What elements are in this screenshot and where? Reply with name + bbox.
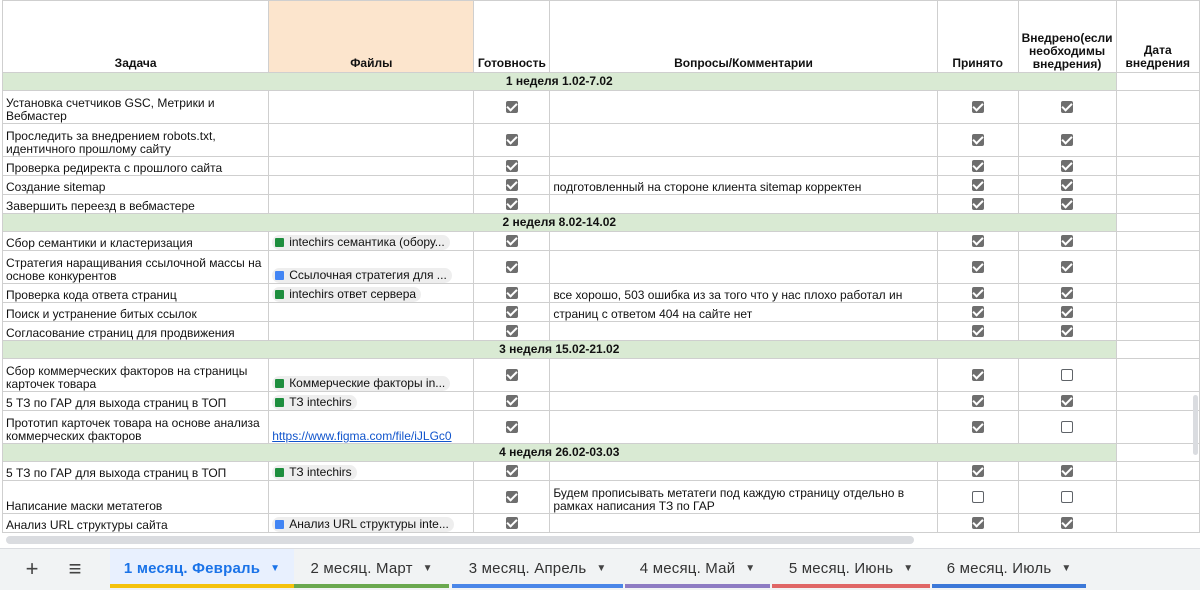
comment-cell[interactable] xyxy=(550,195,937,214)
implemented-cell[interactable] xyxy=(1018,251,1116,284)
week-header-row xyxy=(3,444,1200,462)
task-cell[interactable]: Установка счетчиков GSC, Метрики и Вебмастер xyxy=(3,91,269,124)
accepted-cell[interactable] xyxy=(937,359,1018,392)
accepted-cell[interactable] xyxy=(937,481,1018,514)
task-cell[interactable]: Проследить за внедрением robots.txt, идентичного прошлому сайту xyxy=(3,124,269,157)
tab-color-bar xyxy=(772,584,930,588)
figma-link[interactable]: https://www.figma.com/file/iJLGc0 xyxy=(272,429,452,443)
files-cell[interactable] xyxy=(269,303,474,322)
ready-cell[interactable] xyxy=(474,91,550,124)
implemented-cell[interactable] xyxy=(1018,514,1116,533)
file-chip-label: ТЗ intechirs xyxy=(289,396,352,409)
ready-cell[interactable] xyxy=(474,322,550,341)
implemented-cell[interactable] xyxy=(1018,359,1116,392)
horizontal-scrollbar[interactable] xyxy=(6,536,914,544)
comment-cell[interactable] xyxy=(550,251,937,284)
implemented-cell[interactable] xyxy=(1018,481,1116,514)
checked-checkbox-icon[interactable] xyxy=(1061,517,1073,529)
checked-checkbox-icon[interactable] xyxy=(972,261,984,273)
impl-date-cell[interactable] xyxy=(1116,303,1199,322)
checked-checkbox-icon[interactable] xyxy=(1061,261,1073,273)
checked-checkbox-icon[interactable] xyxy=(1061,134,1073,146)
files-cell[interactable] xyxy=(269,232,474,251)
checked-checkbox-icon[interactable] xyxy=(972,465,984,477)
implemented-cell[interactable] xyxy=(1018,284,1116,303)
ready-cell[interactable] xyxy=(474,251,550,284)
header-task[interactable]: Задача xyxy=(3,1,269,73)
table-row xyxy=(3,303,1200,322)
tab-color-bar xyxy=(932,584,1086,588)
comment-cell[interactable] xyxy=(550,322,937,341)
task-cell[interactable]: Проверка редиректа с прошлого сайта xyxy=(3,157,269,176)
sheet-tab-label: 4 месяц. Май xyxy=(639,559,736,577)
implemented-cell[interactable] xyxy=(1018,462,1116,481)
comment-cell[interactable] xyxy=(550,232,937,251)
checked-checkbox-icon[interactable] xyxy=(506,235,518,247)
ready-cell[interactable] xyxy=(474,232,550,251)
task-cell[interactable]: Анализ URL структуры сайта xyxy=(3,514,269,533)
ready-cell[interactable] xyxy=(474,157,550,176)
implemented-cell[interactable] xyxy=(1018,322,1116,341)
checked-checkbox-icon[interactable] xyxy=(1061,160,1073,172)
implemented-cell[interactable] xyxy=(1018,232,1116,251)
table-row xyxy=(3,157,1200,176)
file-chip[interactable] xyxy=(272,235,450,250)
sheet-tab-label: 3 месяц. Апрель xyxy=(468,559,587,577)
task-cell[interactable]: Стратегия наращивания ссылочной массы на основе конкурентов xyxy=(3,251,269,284)
checked-checkbox-icon[interactable] xyxy=(506,179,518,191)
comment-cell[interactable] xyxy=(550,124,937,157)
task-cell[interactable]: 5 ТЗ по ГАР для выхода страниц в ТОП xyxy=(3,392,269,411)
task-cell[interactable]: Прототип карточек товара на основе анализа коммерческих факторов xyxy=(3,411,269,444)
ready-cell[interactable] xyxy=(474,284,550,303)
checked-checkbox-icon[interactable] xyxy=(506,198,518,210)
tab-menu-caret-icon[interactable]: ▼ xyxy=(270,562,281,574)
accepted-cell[interactable] xyxy=(937,176,1018,195)
empty-cell[interactable] xyxy=(1116,73,1199,91)
sheets-icon xyxy=(275,468,284,477)
impl-date-cell[interactable] xyxy=(1116,195,1199,214)
impl-date-cell[interactable] xyxy=(1116,481,1199,514)
week-header-row xyxy=(3,341,1200,359)
file-chip-label: intechirs семантика (обору... xyxy=(289,236,445,249)
files-cell[interactable] xyxy=(269,462,474,481)
ready-cell[interactable] xyxy=(474,124,550,157)
impl-date-cell[interactable] xyxy=(1116,514,1199,533)
files-cell[interactable] xyxy=(269,251,474,284)
sheet-tab-label: 6 месяц. Июль xyxy=(946,559,1052,577)
header-comments[interactable]: Вопросы/Комментарии xyxy=(550,1,937,73)
accepted-cell[interactable] xyxy=(937,514,1018,533)
table-row xyxy=(3,251,1200,284)
sheets-icon xyxy=(275,290,284,299)
unchecked-checkbox-icon[interactable] xyxy=(1061,421,1073,433)
ready-cell[interactable] xyxy=(474,176,550,195)
accepted-cell[interactable] xyxy=(937,157,1018,176)
implemented-cell[interactable] xyxy=(1018,195,1116,214)
checked-checkbox-icon[interactable] xyxy=(1061,101,1073,113)
sheet-tab-label: 5 месяц. Июнь xyxy=(788,559,894,577)
header-ready[interactable]: Готовность xyxy=(474,1,550,73)
accepted-cell[interactable] xyxy=(937,91,1018,124)
checked-checkbox-icon[interactable] xyxy=(1061,235,1073,247)
files-cell[interactable] xyxy=(269,284,474,303)
table-row xyxy=(3,411,1200,444)
checked-checkbox-icon[interactable] xyxy=(506,101,518,113)
comment-cell[interactable]: Будем прописывать метатеги под каждую страницу отдельно в рамках написания ТЗ по ГАР xyxy=(550,481,937,514)
header-implemented[interactable]: Внедрено(если необходимы внедрения) xyxy=(1018,1,1116,73)
impl-date-cell[interactable] xyxy=(1116,157,1199,176)
impl-date-cell[interactable] xyxy=(1116,176,1199,195)
header-files[interactable]: Файлы xyxy=(269,1,474,73)
checked-checkbox-icon[interactable] xyxy=(506,369,518,381)
week-title[interactable]: 2 неделя 8.02-14.02 xyxy=(3,214,1117,232)
table-row xyxy=(3,232,1200,251)
comment-cell[interactable] xyxy=(550,392,937,411)
empty-cell[interactable] xyxy=(1116,214,1199,232)
file-chip-label: Анализ URL структуры inte... xyxy=(289,518,449,531)
sheet-tab-label: 1 месяц. Февраль xyxy=(123,559,261,577)
files-cell[interactable] xyxy=(269,481,474,514)
files-cell[interactable] xyxy=(269,359,474,392)
accepted-cell[interactable] xyxy=(937,251,1018,284)
checked-checkbox-icon[interactable] xyxy=(972,101,984,113)
table-row xyxy=(3,514,1200,533)
accepted-cell[interactable] xyxy=(937,124,1018,157)
ready-cell[interactable] xyxy=(474,195,550,214)
table-row xyxy=(3,176,1200,195)
checked-checkbox-icon[interactable] xyxy=(506,287,518,299)
checked-checkbox-icon[interactable] xyxy=(1061,306,1073,318)
file-chip-label: intechirs ответ сервера xyxy=(289,288,417,301)
files-cell[interactable] xyxy=(269,195,474,214)
checked-checkbox-icon[interactable] xyxy=(972,421,984,433)
file-chip[interactable] xyxy=(272,287,421,302)
unchecked-checkbox-icon[interactable] xyxy=(972,491,984,503)
tab-color-bar xyxy=(110,584,294,588)
checked-checkbox-icon[interactable] xyxy=(506,160,518,172)
table-row xyxy=(3,392,1200,411)
tab-menu-caret-icon[interactable]: ▼ xyxy=(903,562,914,574)
ready-cell[interactable] xyxy=(474,392,550,411)
all-sheets-menu-icon[interactable]: ≡ xyxy=(68,556,82,581)
impl-date-cell[interactable] xyxy=(1116,411,1199,444)
table-row xyxy=(3,481,1200,514)
files-cell[interactable] xyxy=(269,514,474,533)
sheet-tab[interactable] xyxy=(932,549,1086,587)
sheets-icon xyxy=(275,238,284,247)
week-title[interactable]: 1 неделя 1.02-7.02 xyxy=(3,73,1117,91)
checked-checkbox-icon[interactable] xyxy=(972,198,984,210)
accepted-cell[interactable] xyxy=(937,322,1018,341)
implemented-cell[interactable] xyxy=(1018,411,1116,444)
accepted-cell[interactable] xyxy=(937,462,1018,481)
task-table xyxy=(2,0,1200,533)
files-cell[interactable] xyxy=(269,176,474,195)
file-chip[interactable] xyxy=(272,465,356,480)
comment-cell[interactable] xyxy=(550,157,937,176)
impl-date-cell[interactable] xyxy=(1116,91,1199,124)
checked-checkbox-icon[interactable] xyxy=(506,395,518,407)
comment-cell[interactable] xyxy=(550,514,937,533)
task-cell[interactable]: Поиск и устранение битых ссылок xyxy=(3,303,269,322)
task-cell[interactable]: Написание маски метатегов xyxy=(3,481,269,514)
table-row xyxy=(3,322,1200,341)
files-cell[interactable] xyxy=(269,322,474,341)
checked-checkbox-icon[interactable] xyxy=(972,160,984,172)
checked-checkbox-icon[interactable] xyxy=(506,325,518,337)
checked-checkbox-icon[interactable] xyxy=(1061,395,1073,407)
accepted-cell[interactable] xyxy=(937,392,1018,411)
week-header-row xyxy=(3,214,1200,232)
implemented-cell[interactable] xyxy=(1018,176,1116,195)
sheet-tab-bar xyxy=(0,548,1200,590)
docs-icon xyxy=(275,271,284,280)
implemented-cell[interactable] xyxy=(1018,124,1116,157)
impl-date-cell[interactable] xyxy=(1116,462,1199,481)
checked-checkbox-icon[interactable] xyxy=(972,517,984,529)
task-cell[interactable]: Завершить переезд в вебмастере xyxy=(3,195,269,214)
checked-checkbox-icon[interactable] xyxy=(972,325,984,337)
checked-checkbox-icon[interactable] xyxy=(1061,198,1073,210)
sheet-tab[interactable] xyxy=(452,549,623,587)
tab-color-bar xyxy=(625,584,770,588)
table-row xyxy=(3,195,1200,214)
unchecked-checkbox-icon[interactable] xyxy=(1061,369,1073,381)
task-cell[interactable]: Сбор коммерческих факторов на страницы карточек товара xyxy=(3,359,269,392)
checked-checkbox-icon[interactable] xyxy=(972,134,984,146)
ready-cell[interactable] xyxy=(474,359,550,392)
sheets-icon xyxy=(275,398,284,407)
checked-checkbox-icon[interactable] xyxy=(972,369,984,381)
comment-cell[interactable] xyxy=(550,462,937,481)
empty-cell[interactable] xyxy=(1116,444,1199,462)
comment-cell[interactable] xyxy=(550,91,937,124)
task-cell[interactable]: Согласование страниц для продвижения xyxy=(3,322,269,341)
files-cell[interactable] xyxy=(269,411,474,444)
checked-checkbox-icon[interactable] xyxy=(506,465,518,477)
table-row xyxy=(3,124,1200,157)
implemented-cell[interactable] xyxy=(1018,157,1116,176)
accepted-cell[interactable] xyxy=(937,411,1018,444)
file-chip-label: ТЗ intechirs xyxy=(289,466,352,479)
comment-cell[interactable]: подготовленный на стороне клиента sitemap корректен xyxy=(550,176,937,195)
sheet-tab[interactable] xyxy=(772,549,930,587)
tab-color-bar xyxy=(452,584,623,588)
table-row xyxy=(3,462,1200,481)
impl-date-cell[interactable] xyxy=(1116,392,1199,411)
task-cell[interactable]: 5 ТЗ по ГАР для выхода страниц в ТОП xyxy=(3,462,269,481)
unchecked-checkbox-icon[interactable] xyxy=(1061,491,1073,503)
sheet-tab[interactable] xyxy=(294,549,449,587)
add-sheet-icon[interactable]: + xyxy=(25,556,39,581)
week-header-row xyxy=(3,73,1200,91)
ready-cell[interactable] xyxy=(474,303,550,322)
files-cell[interactable] xyxy=(269,91,474,124)
impl-date-cell[interactable] xyxy=(1116,124,1199,157)
ready-cell[interactable] xyxy=(474,481,550,514)
checked-checkbox-icon[interactable] xyxy=(1061,325,1073,337)
sheet-tab[interactable] xyxy=(110,549,294,587)
implemented-cell[interactable] xyxy=(1018,303,1116,322)
impl-date-cell[interactable] xyxy=(1116,322,1199,341)
checked-checkbox-icon[interactable] xyxy=(972,306,984,318)
task-cell[interactable]: Сбор семантики и кластеризация xyxy=(3,232,269,251)
week-title[interactable]: 4 неделя 26.02-03.03 xyxy=(3,444,1117,462)
accepted-cell[interactable] xyxy=(937,232,1018,251)
docs-icon xyxy=(275,520,284,529)
checked-checkbox-icon[interactable] xyxy=(1061,179,1073,191)
impl-date-cell[interactable] xyxy=(1116,251,1199,284)
file-chip-label: Коммерческие факторы in... xyxy=(289,377,446,390)
file-chip-label: Ссылочная стратегия для ... xyxy=(289,269,447,282)
checked-checkbox-icon[interactable] xyxy=(506,491,518,503)
table-row xyxy=(3,359,1200,392)
table-row xyxy=(3,91,1200,124)
checked-checkbox-icon[interactable] xyxy=(506,306,518,318)
file-chip[interactable] xyxy=(272,517,454,532)
comment-cell[interactable] xyxy=(550,359,937,392)
impl-date-cell[interactable] xyxy=(1116,284,1199,303)
ready-cell[interactable] xyxy=(474,514,550,533)
comment-cell[interactable] xyxy=(550,411,937,444)
impl-date-cell[interactable] xyxy=(1116,359,1199,392)
sheet-tab[interactable] xyxy=(625,549,770,587)
week-title[interactable]: 3 неделя 15.02-21.02 xyxy=(3,341,1117,359)
files-cell[interactable] xyxy=(269,157,474,176)
sheets-icon xyxy=(275,379,284,388)
impl-date-cell[interactable] xyxy=(1116,232,1199,251)
tab-menu-caret-icon[interactable]: ▼ xyxy=(1061,562,1072,574)
comment-cell[interactable]: страниц с ответом 404 на сайте нет xyxy=(550,303,937,322)
implemented-cell[interactable] xyxy=(1018,91,1116,124)
table-row xyxy=(3,284,1200,303)
ready-cell[interactable] xyxy=(474,411,550,444)
file-chip[interactable] xyxy=(272,376,450,391)
empty-cell[interactable] xyxy=(1116,341,1199,359)
task-cell[interactable]: Проверка кода ответа страниц xyxy=(3,284,269,303)
files-cell[interactable] xyxy=(269,392,474,411)
file-chip[interactable] xyxy=(272,268,452,283)
checked-checkbox-icon[interactable] xyxy=(1061,287,1073,299)
checked-checkbox-icon[interactable] xyxy=(1061,465,1073,477)
checked-checkbox-icon[interactable] xyxy=(506,517,518,529)
header-row xyxy=(3,1,1200,73)
implemented-cell[interactable] xyxy=(1018,392,1116,411)
sheet-tab-label: 2 месяц. Март xyxy=(310,559,413,577)
checked-checkbox-icon[interactable] xyxy=(506,261,518,273)
checked-checkbox-icon[interactable] xyxy=(972,235,984,247)
checked-checkbox-icon[interactable] xyxy=(972,395,984,407)
checked-checkbox-icon[interactable] xyxy=(972,287,984,299)
comment-cell[interactable]: все хорошо, 503 ошибка из за того что у нас плохо работал ин xyxy=(550,284,937,303)
checked-checkbox-icon[interactable] xyxy=(506,134,518,146)
task-cell[interactable]: Создание sitemap xyxy=(3,176,269,195)
accepted-cell[interactable] xyxy=(937,303,1018,322)
accepted-cell[interactable] xyxy=(937,195,1018,214)
checked-checkbox-icon[interactable] xyxy=(972,179,984,191)
checked-checkbox-icon[interactable] xyxy=(506,421,518,433)
tab-menu-caret-icon[interactable]: ▼ xyxy=(596,562,607,574)
tab-menu-caret-icon[interactable]: ▼ xyxy=(422,562,433,574)
ready-cell[interactable] xyxy=(474,462,550,481)
tab-color-bar xyxy=(294,584,449,588)
files-cell[interactable] xyxy=(269,124,474,157)
header-impl-date[interactable]: Дата внедрения xyxy=(1116,1,1199,73)
header-accepted[interactable]: Принято xyxy=(937,1,1018,73)
vertical-scrollbar[interactable] xyxy=(1193,395,1198,455)
tab-menu-caret-icon[interactable]: ▼ xyxy=(745,562,756,574)
accepted-cell[interactable] xyxy=(937,284,1018,303)
file-chip[interactable] xyxy=(272,395,356,410)
